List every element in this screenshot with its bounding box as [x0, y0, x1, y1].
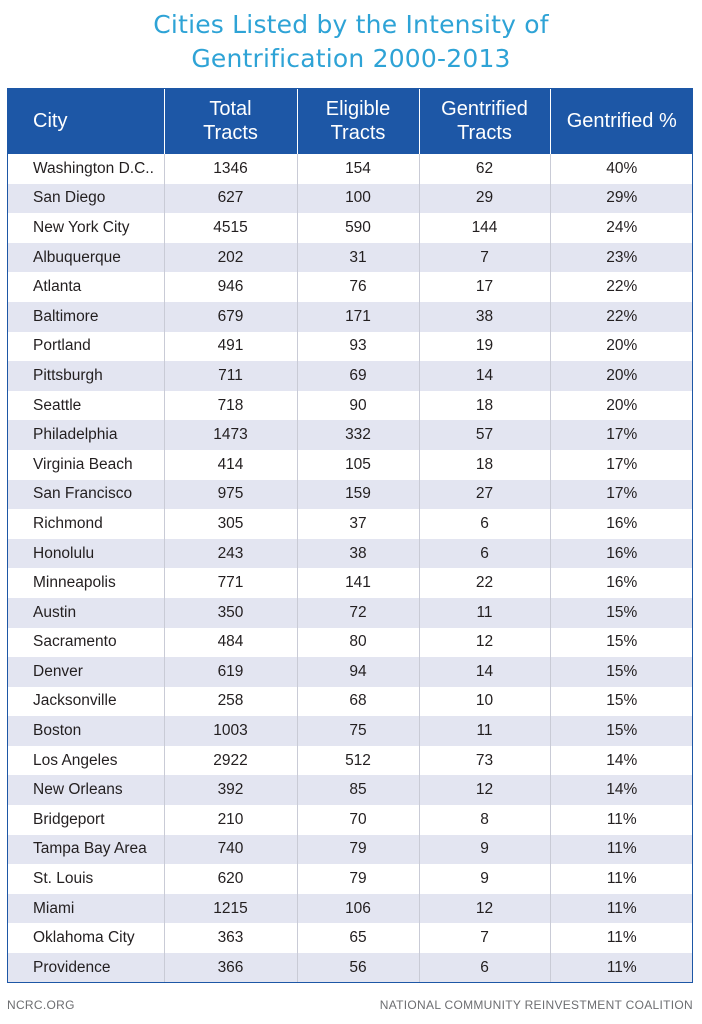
cell-total-tracts: 350 [164, 598, 297, 628]
cell-eligible-tracts: 70 [297, 805, 419, 835]
column-header-gentrified-line-1: Gentrified [441, 98, 528, 120]
table-row [7, 894, 693, 924]
table-header [7, 88, 693, 154]
column-header-percent-label: Gentrified % [566, 110, 677, 132]
cell-eligible-tracts: 85 [297, 775, 419, 805]
cell-eligible-tracts: 72 [297, 598, 419, 628]
cell-city: New York City [7, 213, 164, 243]
cell-city: St. Louis [7, 864, 164, 894]
cell-gentrified-percent: 17% [550, 450, 693, 480]
table-row [7, 243, 693, 273]
cell-city: Baltimore [7, 302, 164, 332]
cell-eligible-tracts: 332 [297, 420, 419, 450]
cell-eligible-tracts: 31 [297, 243, 419, 273]
cell-eligible-tracts: 76 [297, 272, 419, 302]
column-header-total-line-1: Total [209, 98, 252, 120]
cell-gentrified-tracts: 7 [419, 923, 550, 953]
chart-title [0, 8, 702, 76]
column-header-total-tracts [164, 88, 297, 154]
cell-gentrified-tracts: 18 [419, 391, 550, 421]
cell-eligible-tracts: 154 [297, 154, 419, 184]
chart-title-line-2: Gentrification 2000-2013 [191, 44, 511, 73]
table-row [7, 154, 693, 184]
cell-gentrified-tracts: 17 [419, 272, 550, 302]
cell-gentrified-percent: 15% [550, 716, 693, 746]
cell-gentrified-tracts: 14 [419, 361, 550, 391]
cell-total-tracts: 620 [164, 864, 297, 894]
cell-eligible-tracts: 65 [297, 923, 419, 953]
table-row [7, 628, 693, 658]
cell-gentrified-percent: 11% [550, 835, 693, 865]
table-row [7, 539, 693, 569]
cell-gentrified-tracts: 7 [419, 243, 550, 273]
cell-city: Albuquerque [7, 243, 164, 273]
cell-total-tracts: 305 [164, 509, 297, 539]
cell-eligible-tracts: 38 [297, 539, 419, 569]
cell-city: Honolulu [7, 539, 164, 569]
cell-gentrified-percent: 14% [550, 746, 693, 776]
footer-website: NCRC.ORG [7, 998, 75, 1012]
cell-total-tracts: 975 [164, 480, 297, 510]
cell-total-tracts: 2922 [164, 746, 297, 776]
column-header-eligible-line-2: Tracts [330, 122, 386, 144]
cell-total-tracts: 711 [164, 361, 297, 391]
cell-city: Bridgeport [7, 805, 164, 835]
cell-total-tracts: 258 [164, 687, 297, 717]
cell-eligible-tracts: 105 [297, 450, 419, 480]
cell-gentrified-tracts: 12 [419, 628, 550, 658]
cell-total-tracts: 202 [164, 243, 297, 273]
cell-city: San Francisco [7, 480, 164, 510]
cell-total-tracts: 1003 [164, 716, 297, 746]
cell-eligible-tracts: 90 [297, 391, 419, 421]
cell-gentrified-percent: 15% [550, 657, 693, 687]
cell-total-tracts: 1346 [164, 154, 297, 184]
cell-gentrified-percent: 14% [550, 775, 693, 805]
table-row [7, 864, 693, 894]
cell-total-tracts: 627 [164, 184, 297, 214]
cell-total-tracts: 414 [164, 450, 297, 480]
cell-city: New Orleans [7, 775, 164, 805]
table-row [7, 302, 693, 332]
cell-gentrified-percent: 23% [550, 243, 693, 273]
cell-gentrified-percent: 22% [550, 302, 693, 332]
cell-city: Boston [7, 716, 164, 746]
cell-total-tracts: 210 [164, 805, 297, 835]
cell-eligible-tracts: 69 [297, 361, 419, 391]
cell-city: Miami [7, 894, 164, 924]
cell-gentrified-percent: 20% [550, 361, 693, 391]
cell-gentrified-tracts: 73 [419, 746, 550, 776]
cell-gentrified-percent: 11% [550, 864, 693, 894]
table-row [7, 568, 693, 598]
cell-city: Richmond [7, 509, 164, 539]
table-row [7, 450, 693, 480]
cell-total-tracts: 243 [164, 539, 297, 569]
cell-gentrified-percent: 15% [550, 628, 693, 658]
cell-gentrified-percent: 22% [550, 272, 693, 302]
column-header-gentrified-percent [550, 88, 693, 154]
cell-total-tracts: 491 [164, 332, 297, 362]
cell-total-tracts: 718 [164, 391, 297, 421]
cell-eligible-tracts: 106 [297, 894, 419, 924]
cell-gentrified-tracts: 6 [419, 509, 550, 539]
cell-city: Tampa Bay Area [7, 835, 164, 865]
table-row [7, 509, 693, 539]
cell-gentrified-percent: 16% [550, 509, 693, 539]
cell-city: Pittsburgh [7, 361, 164, 391]
cell-gentrified-tracts: 8 [419, 805, 550, 835]
cell-eligible-tracts: 79 [297, 864, 419, 894]
cell-gentrified-percent: 11% [550, 923, 693, 953]
cell-eligible-tracts: 141 [297, 568, 419, 598]
table-row [7, 687, 693, 717]
cell-eligible-tracts: 94 [297, 657, 419, 687]
cell-gentrified-percent: 20% [550, 332, 693, 362]
cell-gentrified-percent: 11% [550, 894, 693, 924]
cell-gentrified-tracts: 11 [419, 716, 550, 746]
cell-total-tracts: 679 [164, 302, 297, 332]
cell-gentrified-percent: 11% [550, 805, 693, 835]
cell-total-tracts: 1473 [164, 420, 297, 450]
table-header-row [7, 88, 693, 154]
cell-gentrified-tracts: 9 [419, 835, 550, 865]
cell-city: Los Angeles [7, 746, 164, 776]
cell-total-tracts: 1215 [164, 894, 297, 924]
cell-eligible-tracts: 37 [297, 509, 419, 539]
table-row [7, 598, 693, 628]
cell-city: Jacksonville [7, 687, 164, 717]
column-header-gentrified-tracts [419, 88, 550, 154]
cell-gentrified-tracts: 62 [419, 154, 550, 184]
table-row [7, 657, 693, 687]
cell-eligible-tracts: 56 [297, 953, 419, 983]
cell-city: Atlanta [7, 272, 164, 302]
table-row [7, 835, 693, 865]
table-row [7, 805, 693, 835]
cell-gentrified-percent: 17% [550, 420, 693, 450]
cell-city: Oklahoma City [7, 923, 164, 953]
cell-gentrified-tracts: 12 [419, 894, 550, 924]
cell-gentrified-tracts: 12 [419, 775, 550, 805]
cell-gentrified-tracts: 18 [419, 450, 550, 480]
cell-eligible-tracts: 80 [297, 628, 419, 658]
column-header-eligible-tracts [297, 88, 419, 154]
cell-gentrified-percent: 15% [550, 598, 693, 628]
cell-eligible-tracts: 590 [297, 213, 419, 243]
cell-gentrified-percent: 17% [550, 480, 693, 510]
table-row [7, 923, 693, 953]
cell-gentrified-tracts: 144 [419, 213, 550, 243]
cell-gentrified-tracts: 11 [419, 598, 550, 628]
table-row [7, 272, 693, 302]
cell-gentrified-tracts: 9 [419, 864, 550, 894]
cell-gentrified-tracts: 29 [419, 184, 550, 214]
table-row [7, 391, 693, 421]
cell-gentrified-percent: 29% [550, 184, 693, 214]
cell-gentrified-tracts: 19 [419, 332, 550, 362]
table-body [7, 154, 693, 983]
cell-city: Philadelphia [7, 420, 164, 450]
column-header-eligible-line-1: Eligible [325, 98, 391, 120]
cell-city: Austin [7, 598, 164, 628]
cell-gentrified-tracts: 6 [419, 539, 550, 569]
cell-city: Washington D.C.. [7, 154, 164, 184]
cell-city: Sacramento [7, 628, 164, 658]
cell-gentrified-tracts: 14 [419, 657, 550, 687]
cell-gentrified-tracts: 27 [419, 480, 550, 510]
gentrification-table [7, 88, 693, 983]
cell-city: Seattle [7, 391, 164, 421]
cell-total-tracts: 619 [164, 657, 297, 687]
table-row [7, 480, 693, 510]
cell-total-tracts: 392 [164, 775, 297, 805]
column-header-city-label: City [33, 110, 68, 132]
cell-total-tracts: 771 [164, 568, 297, 598]
column-header-city [7, 88, 164, 154]
cell-eligible-tracts: 159 [297, 480, 419, 510]
table-row [7, 361, 693, 391]
table-row [7, 953, 693, 983]
cell-eligible-tracts: 75 [297, 716, 419, 746]
column-header-gentrified-line-2: Tracts [457, 122, 512, 144]
cell-gentrified-percent: 16% [550, 539, 693, 569]
chart-title-line-1: Cities Listed by the Intensity of [153, 10, 549, 39]
cell-gentrified-tracts: 38 [419, 302, 550, 332]
cell-gentrified-tracts: 10 [419, 687, 550, 717]
cell-gentrified-tracts: 6 [419, 953, 550, 983]
cell-city: Virginia Beach [7, 450, 164, 480]
cell-city: Portland [7, 332, 164, 362]
table-row [7, 420, 693, 450]
cell-total-tracts: 484 [164, 628, 297, 658]
cell-total-tracts: 946 [164, 272, 297, 302]
cell-city: Minneapolis [7, 568, 164, 598]
cell-eligible-tracts: 100 [297, 184, 419, 214]
cell-gentrified-tracts: 57 [419, 420, 550, 450]
cell-gentrified-percent: 40% [550, 154, 693, 184]
cell-gentrified-percent: 16% [550, 568, 693, 598]
column-header-total-line-2: Tracts [203, 122, 258, 144]
table-row [7, 213, 693, 243]
table-row [7, 184, 693, 214]
table-row [7, 716, 693, 746]
cell-gentrified-percent: 24% [550, 213, 693, 243]
table-row [7, 332, 693, 362]
cell-total-tracts: 4515 [164, 213, 297, 243]
gentrification-table-container [7, 88, 693, 983]
cell-eligible-tracts: 171 [297, 302, 419, 332]
cell-total-tracts: 366 [164, 953, 297, 983]
cell-eligible-tracts: 79 [297, 835, 419, 865]
cell-gentrified-tracts: 22 [419, 568, 550, 598]
cell-eligible-tracts: 68 [297, 687, 419, 717]
table-row [7, 746, 693, 776]
cell-gentrified-percent: 15% [550, 687, 693, 717]
cell-total-tracts: 740 [164, 835, 297, 865]
cell-gentrified-percent: 20% [550, 391, 693, 421]
cell-eligible-tracts: 512 [297, 746, 419, 776]
cell-city: San Diego [7, 184, 164, 214]
footer-organization: NATIONAL COMMUNITY REINVESTMENT COALITION [379, 998, 693, 1012]
cell-eligible-tracts: 93 [297, 332, 419, 362]
cell-gentrified-percent: 11% [550, 953, 693, 983]
cell-city: Providence [7, 953, 164, 983]
cell-city: Denver [7, 657, 164, 687]
table-row [7, 775, 693, 805]
cell-total-tracts: 363 [164, 923, 297, 953]
